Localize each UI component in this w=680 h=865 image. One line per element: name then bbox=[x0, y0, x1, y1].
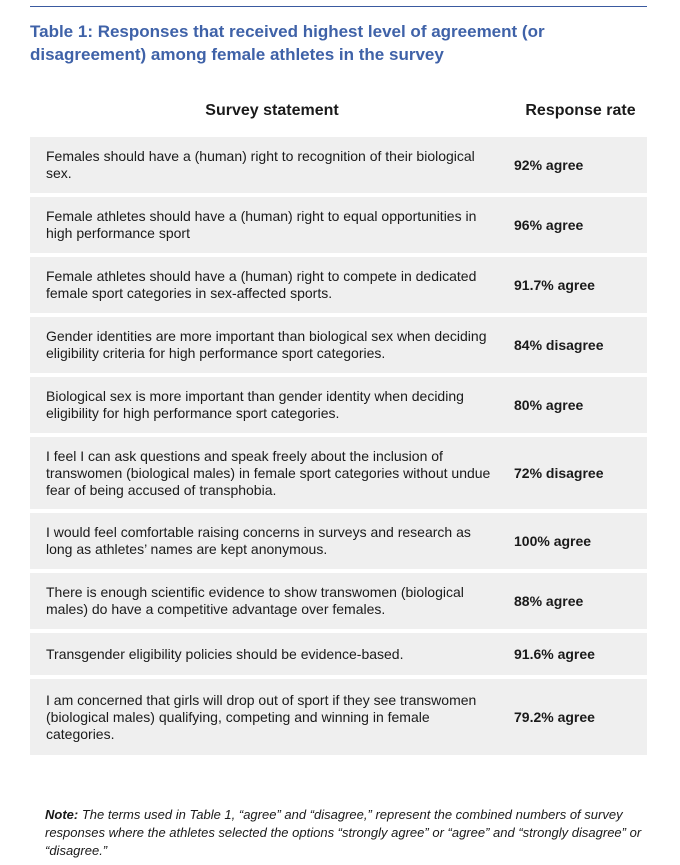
statement-cell: I am concerned that girls will drop out of sport if they see transwomen (biological males) qualifying, competing and winning in female categories. bbox=[46, 691, 477, 742]
note-text: The terms used in Table 1, “agree” and “disagree,” represent the combined numbers of survey responses where the athletes selected the options “strongly agree” or “agree” and “strongly disagree” or “disagree.” bbox=[45, 807, 642, 858]
table-title: Table 1: Responses that received highest level of agreement (or disagreement) among female athletes in the survey bbox=[30, 22, 545, 64]
statement-cell: Gender identities are more important than biological sex when deciding eligibility criteria for high performance sport categories. bbox=[46, 328, 487, 361]
column-header-response: Response rate bbox=[525, 102, 636, 119]
table-row bbox=[30, 137, 647, 193]
response-cell: 80% agree bbox=[514, 396, 584, 413]
table-row bbox=[30, 573, 647, 629]
statement-cell: I would feel comfortable raising concerns in surveys and research as long as athletes’ names are kept anonymous. bbox=[46, 524, 471, 557]
response-cell: 96% agree bbox=[514, 216, 584, 233]
response-cell: 91.6% agree bbox=[514, 645, 595, 662]
table-row bbox=[30, 257, 647, 313]
top-rule bbox=[30, 6, 647, 7]
survey-table bbox=[30, 137, 647, 759]
statement-cell: Female athletes should have a (human) right to equal opportunities in high performance sport bbox=[46, 208, 477, 241]
statement-cell: There is enough scientific evidence to show transwomen (biological males) do have a competitive advantage over females. bbox=[46, 584, 464, 617]
statement-cell: I feel I can ask questions and speak freely about the inclusion of transwomen (biological males) in female sport categories without undue fear of being accused of transphobia. bbox=[46, 447, 491, 498]
column-header-statement: Survey statement bbox=[205, 102, 339, 119]
response-cell: 79.2% agree bbox=[514, 708, 595, 725]
statement-cell: Female athletes should have a (human) right to compete in dedicated female sport categories in sex-affected sports. bbox=[46, 268, 477, 301]
table-row bbox=[30, 633, 647, 675]
statement-cell: Transgender eligibility policies should be evidence-based. bbox=[46, 645, 404, 662]
statement-cell: Biological sex is more important than gender identity when deciding eligibility for high performance sport categories. bbox=[46, 388, 464, 421]
table-row bbox=[30, 317, 647, 373]
response-cell: 92% agree bbox=[514, 156, 584, 173]
statement-cell: Females should have a (human) right to recognition of their biological sex. bbox=[46, 148, 475, 181]
response-cell: 91.7% agree bbox=[514, 276, 595, 293]
response-cell: 100% agree bbox=[514, 532, 592, 549]
note-label: Note: bbox=[45, 807, 79, 822]
table-row bbox=[30, 377, 647, 433]
table-row bbox=[30, 197, 647, 253]
table-row bbox=[30, 513, 647, 569]
response-cell: 88% agree bbox=[514, 592, 584, 609]
table-note bbox=[45, 806, 660, 860]
response-cell: 84% disagree bbox=[514, 336, 604, 353]
response-cell: 72% disagree bbox=[514, 464, 604, 481]
table-row bbox=[30, 679, 647, 755]
table-row bbox=[30, 437, 647, 509]
